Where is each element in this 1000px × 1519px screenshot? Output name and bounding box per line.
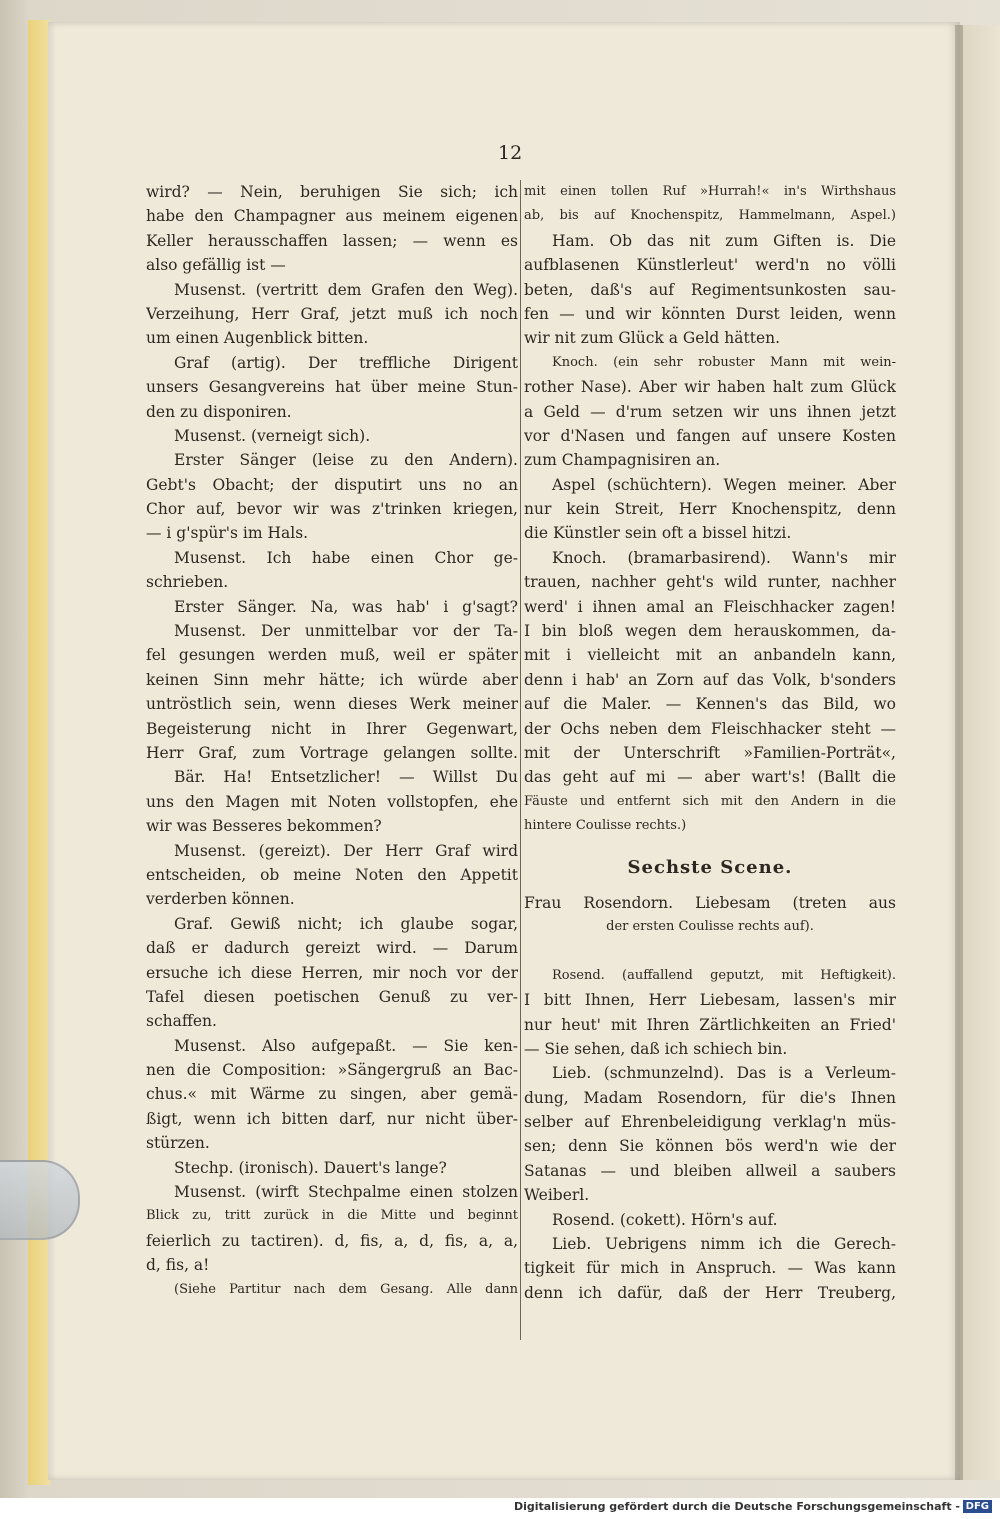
left-column-line: Herr Graf, zum Vortrage gelangen sollte. bbox=[146, 743, 518, 762]
book-edge bbox=[28, 20, 50, 1485]
right-column-line: auf die Maler. — Kennen's das Bild, wo bbox=[524, 695, 896, 714]
right-column-line: denn ich dafür, daß der Herr Treuberg, bbox=[524, 1283, 896, 1302]
right-column-line: nur heut' mit Ihren Zärtlichkeiten an Fried' bbox=[524, 1015, 896, 1034]
right-column-line: wir nit zum Glück a Geld hätten. bbox=[524, 329, 781, 348]
right-column-line: I bin bloß wegen dem herauskommen, da- bbox=[524, 622, 896, 641]
right-column-line: die Künstler sein oft a bissel hitzi. bbox=[524, 524, 792, 543]
left-column-line: wird? — Nein, beruhigen Sie sich; ich bbox=[146, 183, 518, 201]
left-column-line: Musenst. (wirft Stechpalme einen stolzen bbox=[174, 1183, 518, 1202]
left-column-line: Keller herausschaffen lassen; — wenn es bbox=[146, 231, 518, 250]
left-column-line: Begeisterung nicht in Ihrer Gegenwart, bbox=[146, 719, 518, 738]
right-column-line: mit der Unterschrift »Familien-Porträt«, bbox=[524, 743, 896, 762]
left-column-line: Musenst. (verneigt sich). bbox=[174, 426, 371, 445]
right-column-line: a Geld — d'rum setzen wir uns ihnen jetzt bbox=[524, 402, 896, 421]
left-column-line: verderben können. bbox=[146, 890, 295, 909]
right-column-line: Fäuste und entfernt sich mit den Andern in die bbox=[524, 793, 896, 809]
right-column-line: tigkeit für mich in Anspruch. — Was kann bbox=[524, 1259, 896, 1278]
right-column-line: ab, bis auf Knochenspitz, Hammelmann, Aspel.) bbox=[524, 208, 896, 224]
right-column-line: der ersten Coulisse rechts auf). bbox=[606, 918, 814, 934]
right-column-line: das geht auf mi — aber wart's! (Ballt die bbox=[524, 768, 896, 787]
right-column-line: beten, daß's auf Regimentsunkosten sau- bbox=[524, 280, 896, 299]
right-column-line: Knoch. (bramarbasirend). Wann's mir bbox=[552, 548, 896, 567]
left-column-line: chus.« mit Wärme zu singen, aber gemä- bbox=[146, 1085, 518, 1104]
page-number: 12 bbox=[498, 142, 523, 164]
right-column-line: sen; denn Sie können bös werd'n wie der bbox=[524, 1137, 896, 1156]
right-column-line: der Ochs neben dem Fleischhacker steht — bbox=[524, 719, 896, 738]
right-column-line: Lieb. (schmunzelnd). Das is a Verleum- bbox=[552, 1064, 896, 1083]
right-column-line: hintere Coulisse rechts.) bbox=[524, 818, 687, 834]
left-column-line: Musenst. (gereizt). Der Herr Graf wird bbox=[174, 841, 518, 860]
left-column-line: wir was Besseres bekommen? bbox=[146, 817, 382, 836]
right-column-line: Rosend. (cokett). Hörn's auf. bbox=[552, 1210, 778, 1229]
left-column-line: Tafel diesen poetischen Genuß zu ver- bbox=[146, 987, 518, 1006]
left-column-line: stürzen. bbox=[146, 1134, 210, 1153]
right-column-line: zum Champagnisiren an. bbox=[524, 451, 721, 470]
right-column-line: trauen, nachher geht's wild runter, nachher bbox=[524, 573, 896, 592]
right-column-line: dung, Madam Rosendorn, für die's Ihnen bbox=[524, 1088, 896, 1107]
left-column-line: schaffen. bbox=[146, 1012, 217, 1031]
left-column-line: Graf. Gewiß nicht; ich glaube sogar, bbox=[174, 914, 518, 933]
left-column-line: (Siehe Partitur nach dem Gesang. Alle dann bbox=[174, 1281, 518, 1297]
left-column-line: unsers Gesangvereins hat über meine Stun- bbox=[146, 378, 518, 397]
right-text-column bbox=[524, 180, 896, 1305]
left-column-line: Bär. Ha! Entsetzlicher! — Willst Du bbox=[174, 768, 518, 787]
left-text-column bbox=[146, 180, 518, 1302]
right-column-line: nur kein Streit, Herr Knochenspitz, denn bbox=[524, 500, 896, 519]
next-page-leaf bbox=[960, 25, 1000, 1480]
right-column-line: Satanas — und bleiben allweil a saubers bbox=[524, 1161, 896, 1180]
funding-credit: Digitalisierung gefördert durch die Deutsche Forschungsgemeinschaft - bbox=[513, 1500, 960, 1513]
left-column-line: um einen Augenblick bitten. bbox=[146, 329, 369, 348]
left-column-line: habe den Champagner aus meinem eigenen bbox=[146, 207, 518, 226]
right-column-line: Frau Rosendorn. Liebesam (treten aus bbox=[524, 893, 896, 912]
left-column-line: Verzeihung, Herr Graf, jetzt muß ich noch bbox=[146, 304, 518, 323]
left-column-line: Graf (artig). Der treffliche Dirigent bbox=[174, 353, 518, 372]
right-column-line: mit einen tollen Ruf »Hurrah!« in's Wirthshaus bbox=[524, 184, 896, 199]
right-column-line: I bitt Ihnen, Herr Liebesam, lassen's mir bbox=[524, 991, 896, 1010]
right-column-line: werd' i ihnen amal an Fleischhacker zagen! bbox=[524, 597, 896, 616]
right-column-line: aufblasenen Künstlerleut' werd'n no völli bbox=[524, 256, 896, 275]
left-column-line: Erster Sänger (leise zu den Andern). bbox=[174, 451, 518, 470]
scene-heading: Sechste Scene. bbox=[627, 856, 793, 878]
scanner-clip bbox=[0, 1160, 80, 1240]
right-column-line: Ham. Ob das nit zum Giften is. Die bbox=[552, 231, 896, 250]
right-column-line: selber auf Ehrenbeleidigung verklag'n müs- bbox=[524, 1113, 896, 1132]
left-column-line: ßigt, wenn ich bitten darf, nur nicht über- bbox=[146, 1109, 518, 1128]
column-divider bbox=[520, 180, 521, 1340]
right-column-line: Weiberl. bbox=[524, 1186, 590, 1205]
left-column-line: Musenst. (vertritt dem Grafen den Weg). bbox=[174, 280, 518, 299]
left-column-line: Musenst. Der unmittelbar vor der Ta- bbox=[174, 622, 518, 641]
page-fold-shadow bbox=[955, 25, 963, 1480]
left-column-line: keinen Sinn mehr hätte; ich würde aber bbox=[146, 670, 518, 689]
left-column-line: Musenst. Also aufgepaßt. — Sie ken- bbox=[174, 1036, 518, 1055]
right-column-line bbox=[524, 939, 896, 963]
left-column-line: — i g'spür's im Hals. bbox=[146, 524, 309, 543]
left-column-line: nen die Composition: »Sängergruß an Bac- bbox=[146, 1061, 518, 1080]
right-column-line: Knoch. (ein sehr robuster Mann mit wein- bbox=[552, 354, 896, 370]
left-column-line: also gefällig ist — bbox=[146, 256, 286, 275]
dfg-logo: DFG bbox=[963, 1500, 992, 1513]
left-column-line: den zu disponiren. bbox=[146, 402, 292, 421]
left-column-line: Musenst. Ich habe einen Chor ge- bbox=[174, 548, 518, 567]
left-column-line: Erster Sänger. Na, was hab' i g'sagt? bbox=[174, 597, 518, 616]
left-column-line: untröstlich sein, wenn dieses Werk meiner bbox=[146, 695, 518, 714]
right-column-line: fen — und wir könnten Durst leiden, wenn bbox=[524, 304, 896, 323]
left-column-line: ersuche ich diese Herren, mir noch vor der bbox=[146, 963, 518, 982]
left-column-line: Gebt's Obacht; der disputirt uns no an bbox=[146, 475, 518, 494]
right-column-line: Aspel (schüchtern). Wegen meiner. Aber bbox=[552, 475, 896, 494]
right-column-line: Rosend. (auffallend geputzt, mit Heftigkeit). bbox=[552, 967, 896, 983]
left-column-line: uns den Magen mit Noten vollstopfen, ehe bbox=[146, 792, 518, 811]
left-column-line: entscheiden, ob meine Noten den Appetit bbox=[146, 865, 518, 884]
left-column-line: feierlich zu tactiren). d, fis, a, d, fis, a, a, bbox=[146, 1231, 518, 1250]
right-column-line: — Sie sehen, daß ich schiech bin. bbox=[524, 1039, 788, 1058]
left-column-line: Blick zu, tritt zurück in die Mitte und beginnt bbox=[146, 1208, 518, 1224]
left-column-line: Chor auf, bevor wir was z'trinken kriegen, bbox=[146, 500, 518, 519]
right-column-line: rother Nase). Aber wir haben halt zum Glück bbox=[524, 378, 896, 397]
right-column-line: Lieb. Uebrigens nimm ich die Gerech- bbox=[552, 1235, 896, 1254]
left-column-line: Stechp. (ironisch). Dauert's lange? bbox=[174, 1158, 447, 1177]
left-column-line: daß er dadurch gereizt wird. — Darum bbox=[146, 939, 518, 958]
left-column-line: d, fis, a! bbox=[146, 1256, 210, 1275]
right-column-line: mit i vielleicht mit an anbandeln kann, bbox=[524, 646, 896, 665]
left-column-line: fel gesungen werden muß, weil er später bbox=[146, 646, 518, 665]
left-column-line: schrieben. bbox=[146, 573, 229, 592]
right-column-line: denn i hab' an Zorn auf das Volk, b'sonders bbox=[524, 670, 896, 689]
right-column-line: vor d'Nasen und fangen auf unsere Kosten bbox=[524, 426, 896, 445]
